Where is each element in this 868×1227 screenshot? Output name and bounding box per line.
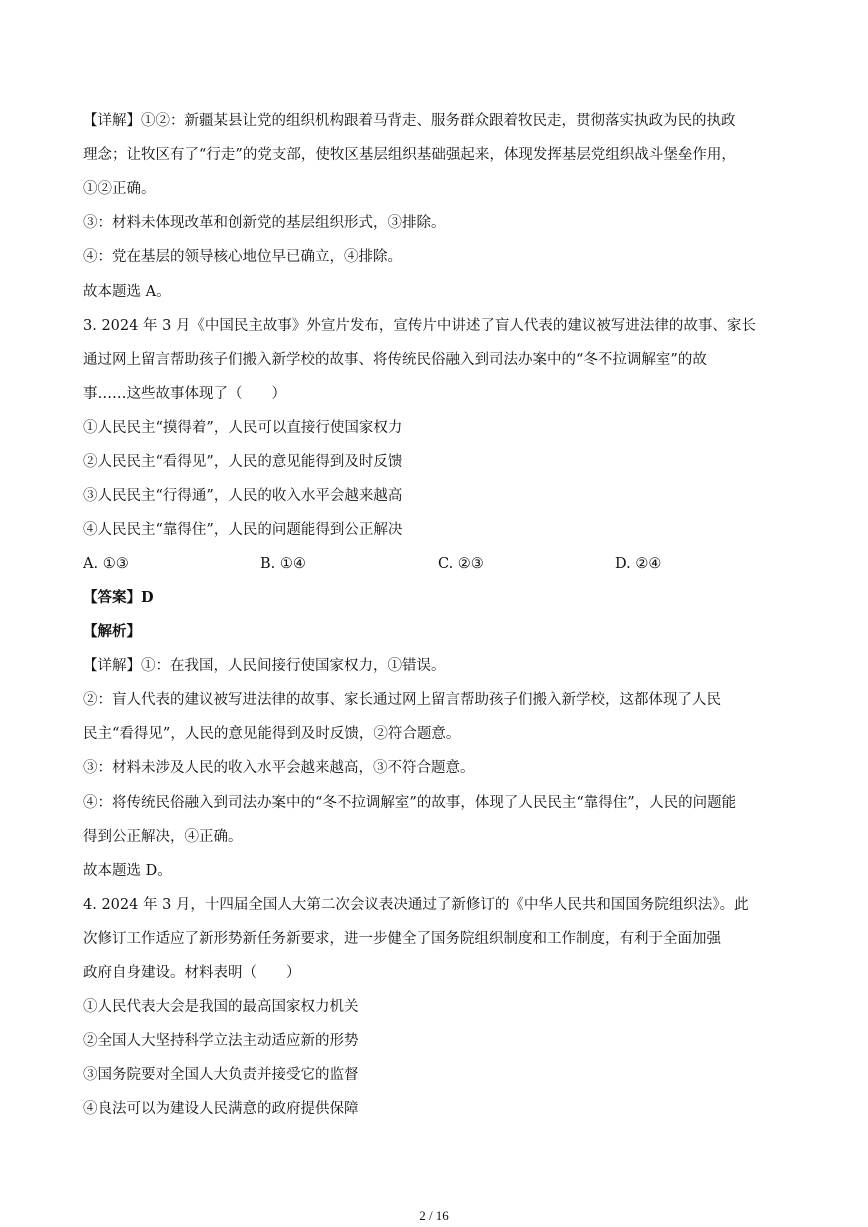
- analysis-q3-line-5: ④：将传统民俗融入到司法办案中的“冬不拉调解室”的故事，体现了人民民主“靠得住”，人民的问题能: [83, 795, 737, 811]
- question-3-statement-1: ①人民民主“摸得着”，人民可以直接行使国家权力: [83, 420, 403, 436]
- analysis-q2-line-5: ④：党在基层的领导核心地位早已确立，④排除。: [83, 249, 402, 265]
- question-3-stem-line-1: 3. 2024 年 3 月《中国民主故事》外宣片发布，宣传片中讲述了盲人代表的建议被写进法律的故事、家长: [83, 318, 756, 334]
- question-3-stem-line-2: 通过网上留言帮助孩子们搬入新学校的故事、将传统民俗融入到司法办案中的“冬不拉调解室”的故: [83, 352, 707, 368]
- question-4-stem-line-3: 政府自身建设。材料表明（ ）: [83, 965, 301, 981]
- answer-q2-conclusion: 故本题选 A。: [83, 284, 171, 300]
- question-4-statement-3: ③国务院要对全国人大负责并接受它的监督: [83, 1067, 359, 1083]
- analysis-q2-line-2: 理念；让牧区有了“行走”的党支部，使牧区基层组织基础强起来，体现发挥基层党组织战斗堡垒作用，: [83, 147, 736, 163]
- analysis-q3-line-4: ③：材料未涉及人民的收入水平会越来越高，③不符合题意。: [83, 760, 475, 776]
- analysis-label: 【解析】: [83, 623, 141, 640]
- question-4-statement-2: ②全国人大坚持科学立法主动适应新的形势: [83, 1033, 359, 1049]
- question-4-statement-1: ①人民代表大会是我国的最高国家权力机关: [83, 999, 359, 1015]
- question-3-stem-line-3: 事……这些故事体现了（ ）: [83, 386, 286, 402]
- option-b: B. ①④: [260, 556, 306, 572]
- analysis-q3-line-6: 得到公正解决，④正确。: [83, 829, 243, 845]
- answer-label: 【答案】D: [83, 589, 154, 606]
- answer-q3-conclusion: 故本题选 D。: [83, 863, 172, 879]
- question-3-statement-3: ③人民民主“行得通”，人民的收入水平会越来越高: [83, 488, 403, 504]
- analysis-q3-line-2: ②：盲人代表的建议被写进法律的故事、家长通过网上留言帮助孩子们搬入新学校，这都体现了人民: [83, 692, 721, 708]
- analysis-q3-line-3: 民主“看得见”，人民的意见能得到及时反馈，②符合题意。: [83, 726, 461, 742]
- question-4-stem-line-2: 次修订工作适应了新形势新任务新要求，进一步健全了国务院组织制度和工作制度，有利于全面加强: [83, 931, 721, 947]
- question-3-statement-2: ②人民民主“看得见”，人民的意见能得到及时反馈: [83, 454, 403, 470]
- page-number: 2 / 16: [419, 1208, 449, 1223]
- question-4-stem-line-1: 4. 2024 年 3 月，十四届全国人大第二次会议表决通过了新修订的《中华人民共和国国务院组织法》。此: [83, 897, 749, 913]
- option-d: D. ②④: [615, 556, 662, 572]
- question-4-statement-4: ④良法可以为建设人民满意的政府提供保障: [83, 1101, 359, 1117]
- option-a: A. ①③: [83, 556, 129, 572]
- question-3-options: [83, 553, 788, 575]
- analysis-q2-line-4: ③：材料未体现改革和创新党的基层组织形式，③排除。: [83, 215, 446, 231]
- option-c: C. ②③: [438, 556, 484, 572]
- question-3-statement-4: ④人民民主“靠得住”，人民的问题能得到公正解决: [83, 522, 403, 538]
- analysis-q3-line-1: 【详解】①：在我国，人民间接行使国家权力，①错误。: [83, 658, 446, 674]
- analysis-q2-line-3: ①②正确。: [83, 181, 156, 197]
- analysis-q2-line-1: 【详解】①②：新疆某县让党的组织机构跟着马背走、服务群众跟着牧民走，贯彻落实执政为民的执政: [83, 113, 736, 129]
